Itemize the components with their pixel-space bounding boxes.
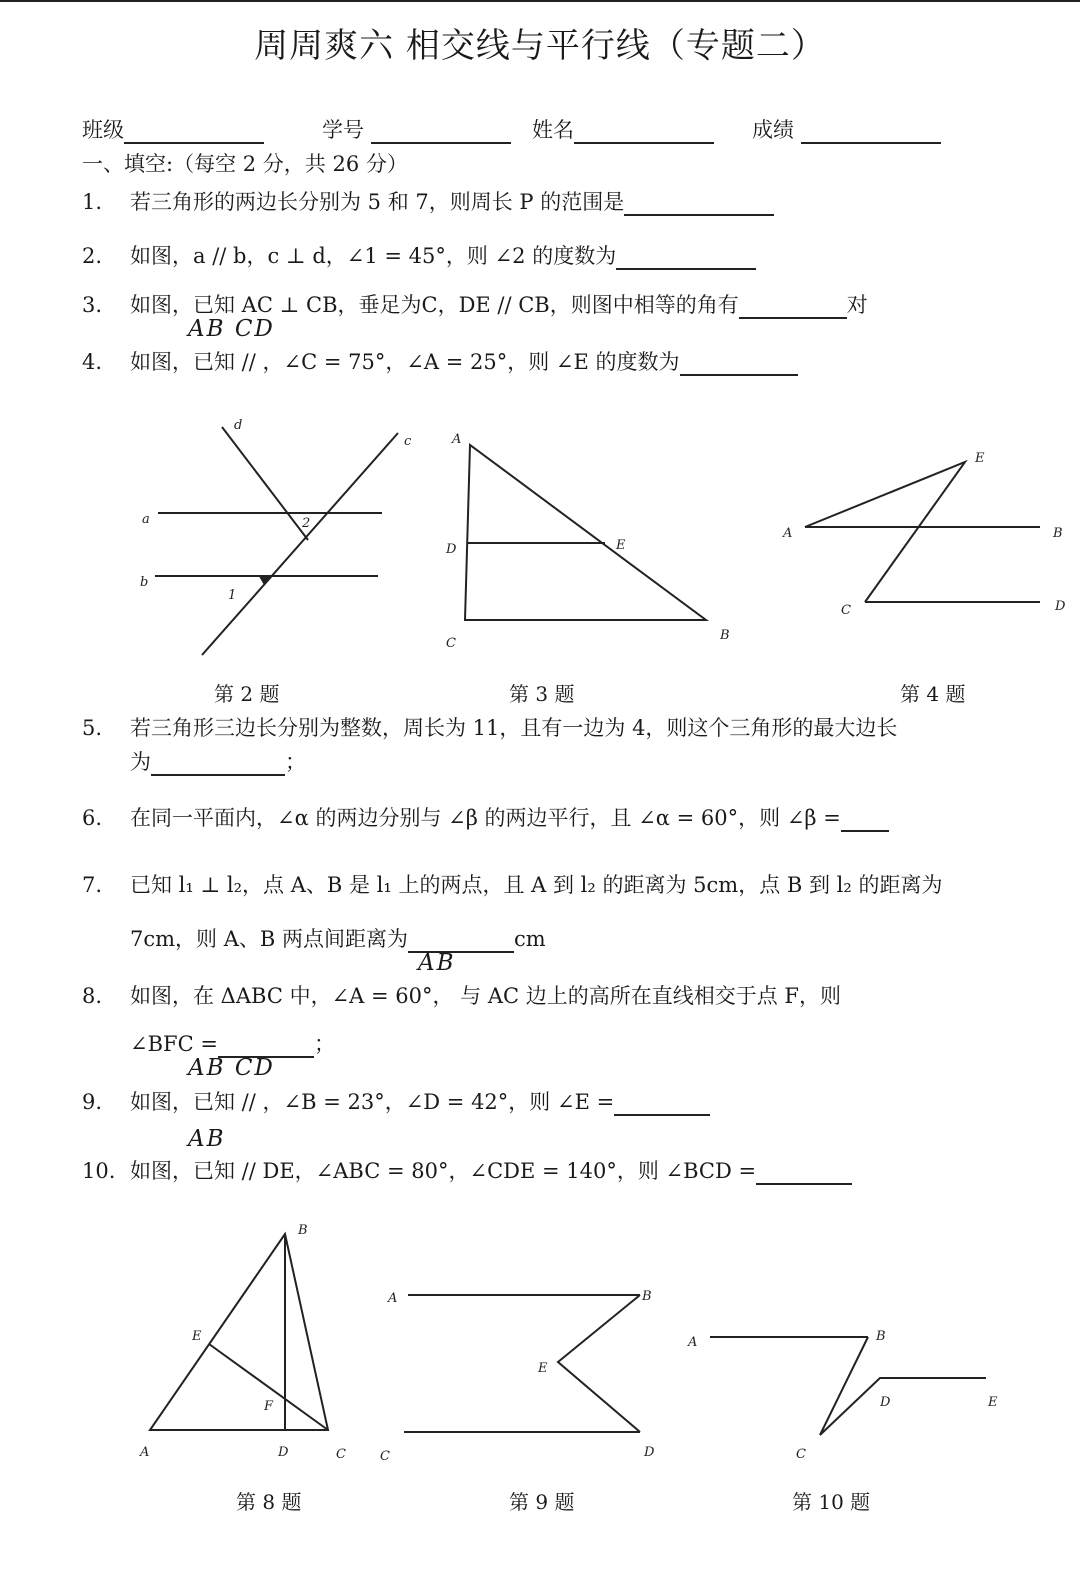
figure-2 — [130, 405, 412, 665]
floating-fragment: AB — [418, 950, 456, 976]
figure-8 — [130, 1218, 360, 1468]
label-C: C — [380, 1449, 390, 1464]
question-text: 7cm，则 A、B 两点间距离为 — [130, 927, 408, 951]
label-A: A — [452, 432, 462, 447]
class-label: 班级 — [82, 118, 124, 142]
label-C: C — [796, 1447, 806, 1462]
question-text: 如图，在 ΔABC 中，∠A = 60°， 与 AC 边上的高所在直线相交于点 F，则 — [130, 984, 842, 1008]
score-blank[interactable] — [801, 118, 941, 144]
label-E: E — [192, 1329, 202, 1344]
question-text: 已知 l₁ ⊥ l₂，点 A、B 是 l₁ 上的两点，且 A 到 l₂ 的距离为 5cm，点 B 到 l₂ 的距离为 — [130, 873, 943, 897]
label-A: A — [140, 1445, 150, 1460]
question-number: 4. — [82, 350, 103, 374]
question-number: 7. — [82, 873, 103, 897]
question-number: 5. — [82, 716, 103, 740]
score-field — [752, 114, 941, 144]
label-B: B — [1053, 526, 1063, 541]
class-field — [82, 114, 264, 144]
page-title: 周周爽六 相交线与平行线（专题二） — [254, 26, 826, 66]
answer-blank[interactable] — [614, 1090, 710, 1116]
question-number: 10. — [82, 1159, 116, 1183]
section-title: 一、填空:（每空 2 分，共 26 分） — [82, 152, 408, 176]
label-D: D — [1055, 599, 1066, 614]
question-number: 1. — [82, 190, 103, 214]
caption-fig2: 第 2 题 — [214, 682, 280, 706]
answer-blank[interactable] — [841, 806, 889, 832]
question-3 — [82, 291, 868, 319]
triangle-abc — [150, 1234, 328, 1430]
question-text: ∠BFC = — [130, 1032, 218, 1056]
figure-9 — [378, 1280, 678, 1470]
question-text: 在同一平面内，∠α 的两边分别与 ∠β 的两边平行，且 ∠α = 60°，则 ∠β = — [130, 806, 841, 830]
question-5 — [82, 714, 897, 742]
label-E: E — [538, 1361, 548, 1376]
question-number: 8. — [82, 984, 103, 1008]
figure-10 — [680, 1320, 1010, 1470]
class-blank[interactable] — [124, 118, 264, 144]
question-suffix: ； — [285, 750, 306, 774]
line-d — [222, 427, 311, 540]
question-suffix: ； — [313, 1032, 335, 1056]
label-b: b — [140, 575, 149, 590]
name-label: 姓名 — [532, 118, 574, 142]
polyline-aec — [805, 462, 965, 602]
label-A: A — [688, 1335, 698, 1350]
floating-fragment: AB — [188, 1126, 226, 1152]
label-D: D — [446, 542, 457, 557]
label-F: F — [264, 1399, 274, 1414]
student-id-label: 学号 — [322, 118, 364, 142]
answer-blank[interactable] — [151, 750, 285, 776]
question-text: 若三角形的两边长分别为 5 和 7，则周长 P 的范围是 — [130, 190, 625, 214]
label-D: D — [278, 1445, 289, 1460]
question-8 — [82, 982, 841, 1010]
caption-fig3: 第 3 题 — [509, 682, 575, 706]
question-number: 3. — [82, 293, 103, 317]
name-field — [532, 114, 714, 144]
caption-fig9: 第 9 题 — [509, 1490, 575, 1514]
segment-ce — [209, 1344, 328, 1430]
caption-fig10: 第 10 题 — [792, 1490, 871, 1514]
question-1 — [82, 188, 774, 216]
name-blank[interactable] — [574, 118, 714, 144]
label-D: D — [880, 1395, 891, 1410]
figure-4 — [775, 440, 1075, 620]
line-c — [202, 433, 398, 655]
question-5-line-2 — [130, 748, 306, 776]
question-suffix: cm — [513, 927, 546, 951]
question-text: 若三角形三边长分别为整数，周长为 11，且有一边为 4，则这个三角形的最大边长 — [130, 716, 898, 740]
label-2: 2 — [302, 516, 311, 531]
label-a: a — [142, 512, 150, 527]
question-text: 如图，已知 // ，∠C = 75°，∠A = 25°，则 ∠E 的度数为 — [130, 350, 680, 374]
polyline-bed — [558, 1295, 640, 1432]
question-9 — [82, 1088, 710, 1116]
label-1: 1 — [228, 588, 237, 603]
student-id-field — [322, 114, 511, 144]
question-text: 如图，已知 // ，∠B = 23°，∠D = 42°，则 ∠E = — [130, 1090, 615, 1114]
figure-3 — [440, 425, 740, 660]
question-number: 2. — [82, 244, 103, 268]
score-label: 成绩 — [752, 118, 794, 142]
question-text: 如图，a // b，c ⊥ d，∠1 = 45°，则 ∠2 的度数为 — [130, 244, 617, 268]
question-8-line-2 — [130, 1030, 335, 1058]
question-text: 如图，已知 // DE，∠ABC = 80°，∠CDE = 140°，则 ∠BCD = — [130, 1159, 757, 1183]
question-suffix: 对 — [846, 293, 868, 317]
answer-blank[interactable] — [739, 293, 847, 319]
answer-blank[interactable] — [756, 1159, 852, 1185]
answer-blank[interactable] — [624, 190, 774, 216]
label-d: d — [234, 418, 243, 433]
question-2 — [82, 242, 756, 270]
label-C: C — [446, 636, 456, 651]
question-6 — [82, 804, 889, 832]
question-text: 如图，已知 AC ⊥ CB，垂足为C，DE // CB，则图中相等的角有 — [130, 293, 739, 317]
question-number: 9. — [82, 1090, 103, 1114]
label-D: D — [644, 1445, 655, 1460]
label-B: B — [876, 1329, 886, 1344]
student-id-blank[interactable] — [371, 118, 511, 144]
label-E: E — [975, 451, 985, 466]
floating-fragment: AB CD — [188, 316, 275, 342]
floating-fragment: AB CD — [188, 1055, 275, 1081]
question-4 — [82, 348, 798, 376]
answer-blank[interactable] — [616, 244, 756, 270]
top-rule — [0, 0, 1080, 2]
question-text: 为 — [130, 750, 151, 774]
question-7-line-2 — [130, 925, 546, 953]
question-7 — [82, 871, 942, 899]
caption-fig4: 第 4 题 — [900, 682, 966, 706]
label-c: c — [404, 434, 412, 449]
label-B: B — [720, 628, 730, 643]
answer-blank[interactable] — [680, 350, 798, 376]
label-E: E — [988, 1395, 998, 1410]
label-B: B — [298, 1223, 308, 1238]
triangle-abc — [465, 445, 706, 620]
label-A: A — [783, 526, 793, 541]
question-number: 6. — [82, 806, 103, 830]
caption-fig8: 第 8 题 — [236, 1490, 302, 1514]
question-10 — [82, 1157, 852, 1185]
label-B: B — [642, 1289, 652, 1304]
label-E: E — [616, 538, 626, 553]
label-C: C — [841, 603, 851, 618]
label-A: A — [388, 1291, 398, 1306]
label-C: C — [336, 1447, 346, 1462]
polyline-bcde — [820, 1337, 986, 1435]
